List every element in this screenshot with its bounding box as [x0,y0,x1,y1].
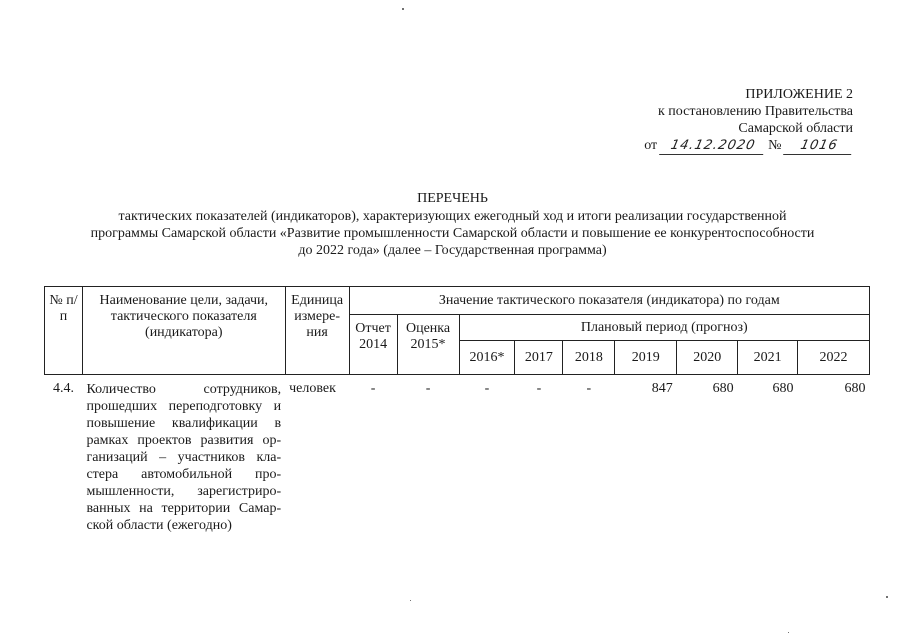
document-heading: ПЕРЕЧЕНЬ [417,191,488,206]
scan-speck [886,596,888,598]
document-description-line3: до 2022 года» (далее – Государственная программа) [298,243,607,258]
attachment-line2: Самарской области [738,121,853,136]
header-year: 2017 [515,341,563,375]
header-year: 2022 [798,341,870,375]
row-name: Количество сотрудников, прошедших переподготовку и повышение квалификации в рамках проектов развития ор-ганизаций – участников кла-стера автомобильной про-мышленности, зарегистриро-ванных на территории Самар-ской области (ежегодно) [86,382,282,533]
handwritten-date: 14.12.2020 [659,137,767,155]
row-2018: - [586,381,592,396]
header-report: Отчет 2014 [349,315,397,375]
row-2020: 680 [712,381,734,396]
header-estimate: Оценка 2015* [397,315,459,375]
indicators-table [44,286,870,534]
date-prefix: от [644,138,658,153]
header-plan-group: Плановый период (прогноз) [459,315,869,341]
row-2019: 847 [651,381,673,396]
header-values-group: Значение тактического показателя (индикатора) по годам [349,287,869,315]
row-unit: человек [289,381,336,396]
header-number: № п/п [45,287,83,375]
table-row [45,375,870,535]
header-year: 2016* [459,341,515,375]
row-2022: 680 [844,381,866,396]
scan-speck [410,600,411,601]
row-2021: 680 [772,381,794,396]
scan-speck [788,632,789,633]
header-unit: Единица измере-ния [285,287,349,375]
attachment-block [644,86,853,155]
attachment-title: ПРИЛОЖЕНИЕ 2 [745,87,853,102]
header-year: 2020 [677,341,738,375]
row-report: - [370,381,376,396]
header-year: 2021 [738,341,798,375]
attachment-date-line [644,137,853,155]
header-year: 2019 [615,341,677,375]
row-2017: - [536,381,542,396]
row-number: 4.4. [52,381,74,396]
row-2016: - [484,381,490,396]
scan-speck [402,8,404,10]
row-estimate: - [425,381,431,396]
document-title-block [60,190,845,259]
attachment-line1: к постановлению Правительства [657,104,853,119]
document-description-line1: тактических показателей (индикаторов), характеризующих ежегодный ход и итоги реализации государственной [118,209,787,224]
document-description-line2: программы Самарской области «Развитие промышленности Самарской области и повышение ее конкурентоспособности [90,226,815,241]
number-prefix: № [768,138,782,153]
handwritten-number: 1016 [783,137,855,155]
header-name: Наименование цели, задачи, тактического показателя (индикатора) [82,287,285,375]
header-year: 2018 [563,341,615,375]
